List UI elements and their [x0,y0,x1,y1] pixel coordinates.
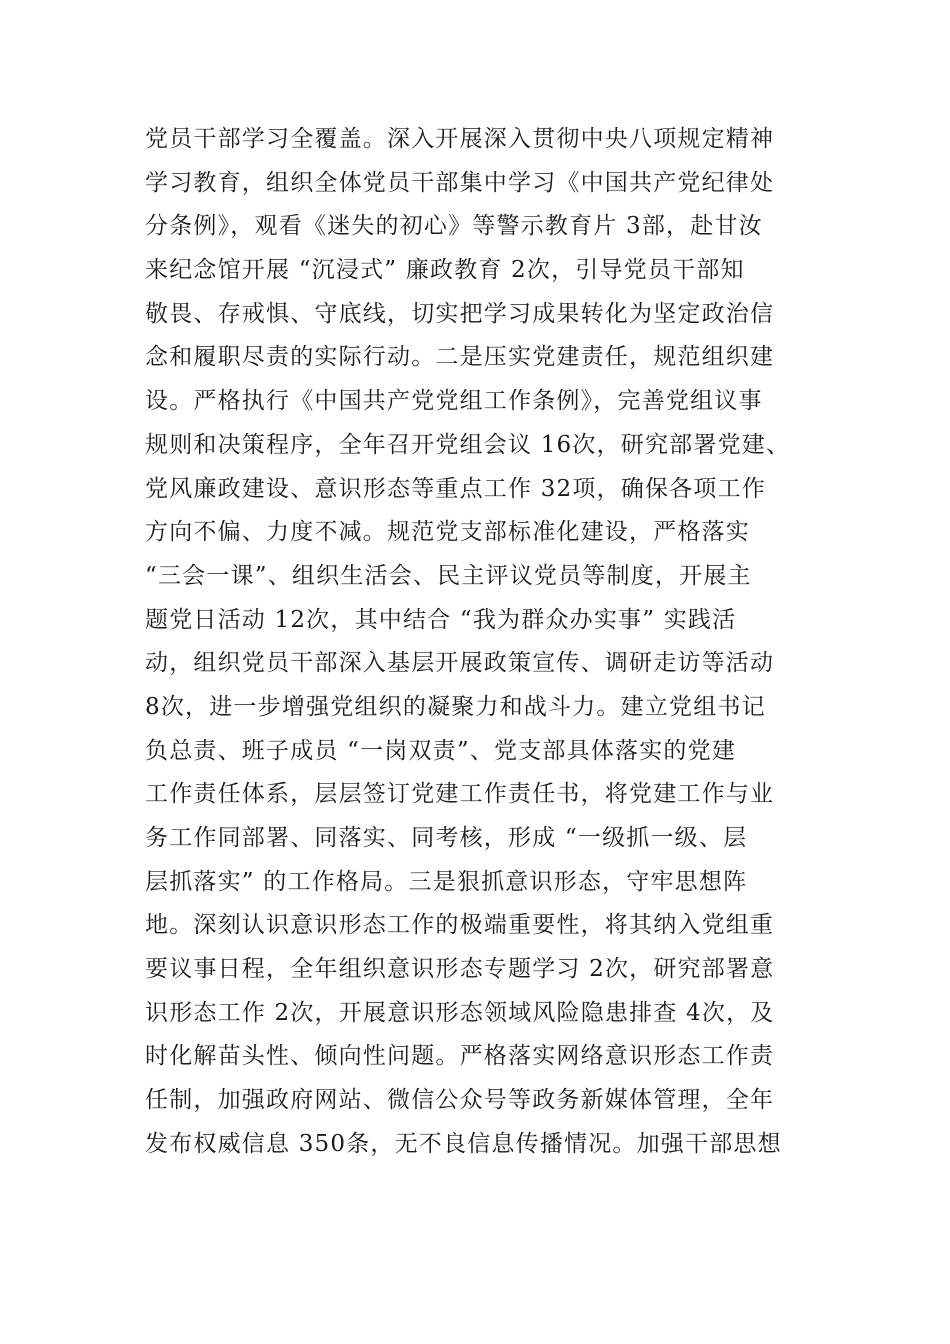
text-line: 敬畏、存戒惧、守底线，切实把学习成果转化为坚定政治信 [145,300,775,327]
text-line: 发布权威信息 350条，无不良信息传播情况。加强干部思想 [145,1130,782,1157]
text-line: 党员干部学习全覆盖。深入开展深入贯彻中央八项规定精神 [145,126,775,152]
text-line: 党风廉政建设、意识形态等重点工作 32项，确保各项工作 [145,475,766,502]
text-line: 任制，加强政府网站、微信公众号等政务新媒体管理，全年 [145,1087,775,1114]
body-paragraph [145,118,835,1167]
text-line: 地。深刻认识意识形态工作的极端重要性，将其纳入党组重 [145,912,775,939]
text-line: 务工作同部署、同落实、同考核，形成 “一级抓一级、层 [145,825,748,851]
text-line: “三会一课”、组织生活会、民主评议党员等制度，开展主 [145,562,752,589]
text-line: 8次，进一步增强党组织的凝聚力和战斗力。建立党组书记 [145,693,766,720]
text-line: 要议事日程，全年组织意识形态专题学习 2次，研究部署意 [145,956,775,983]
text-line: 来纪念馆开展 “沉浸式” 廉政教育 2次，引导党员干部知 [145,257,745,284]
text-line: 分条例》，观看《迷失的初心》等警示教育片 3部，赴甘汝 [145,213,763,240]
text-line: 念和履职尽责的实际行动。二是压实党建责任，规范组织建 [145,344,775,371]
text-line: 层抓落实” 的工作格局。三是狠抓意识形态，守牢思想阵 [145,868,748,895]
text-line: 题党日活动 12次，其中结合 “我为群众办实事” 实践活 [145,606,737,633]
text-line: 识形态工作 2次，开展意识形态领域风险隐患排查 4次，及 [145,999,775,1026]
text-line: 规则和决策程序，全年召开党组会议 16次，研究部署党建、 [145,431,791,458]
text-line: 负总责、班子成员 “一岗双责”、党支部具体落实的党建 [145,737,737,764]
text-line: 时化解苗头性、倾向性问题。严格落实网络意识形态工作责 [145,1043,775,1070]
text-line: 方向不偏、力度不减。规范党支部标准化建设，严格落实 [145,519,750,546]
text-line: 动，组织党员干部深入基层开展政策宣传、调研走访等活动 [145,650,775,677]
text-line: 工作责任体系，层层签订党建工作责任书，将党建工作与业 [145,781,775,808]
text-line: 学习教育，组织全体党员干部集中学习《中国共产党纪律处 [145,169,775,196]
text-line: 设。严格执行《中国共产党党组工作条例》，完善党组议事 [145,388,763,415]
